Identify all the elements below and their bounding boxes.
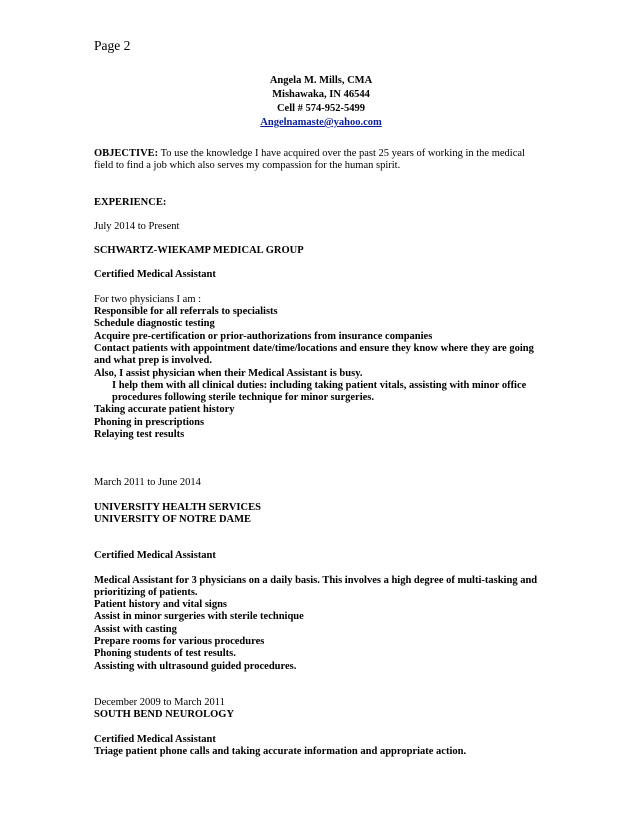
experience-heading: EXPERIENCE: [94,196,167,208]
objective-paragraph [94,148,544,173]
objective-text: To use the knowledge I have acquired over the past 25 years of working in the medical field to find a job which also serves my compassion for the human spirit. [94,148,525,172]
job-employer: UNIVERSITY HEALTH SERVICES [94,501,261,513]
duty-item: Responsible for all referrals to specialists [94,306,278,318]
job-employer: SCHWARTZ-WIEKAMP MEDICAL GROUP [94,245,304,257]
duty-item: Taking accurate patient history [94,404,235,416]
duty-item: Contact patients with appointment date/time/locations and ensure they know where they are going and what prep is involved. [94,342,534,367]
duty-item: Also, I assist physician when their Medical Assistant is busy. [94,367,363,379]
job-employer: UNIVERSITY OF NOTRE DAME [94,513,252,525]
duty-item: Assisting with ultrasound guided procedures. [94,660,297,672]
duty-item: Schedule diagnostic testing [94,318,215,330]
duty-item: Patient history and vital signs [94,599,228,611]
duty-item: Triage patient phone calls and taking accurate information and appropriate action. [94,745,467,757]
job-title: Certified Medical Assistant [94,733,216,745]
candidate-name: Angela M. Mills, CMA [269,75,373,86]
email-link[interactable]: Angelnamaste@yahoo.com [260,117,382,128]
contact-header [0,74,638,130]
duty-item: Phoning in prescriptions [94,416,205,428]
job-employer: SOUTH BEND NEUROLOGY [94,709,235,721]
duty-item: Phoning students of test results. [94,648,236,660]
job-title: Certified Medical Assistant [94,550,216,562]
duty-item: I help them with all clinical duties: including taking patient vitals, assisting with minor office procedures following sterile technique for minor surgeries. [112,379,527,404]
duty-item: Acquire pre-certification or prior-authorizations from insurance companies [94,330,433,342]
job-dates: March 2011 to June 2014 [94,477,201,489]
duty-item: Assist with casting [94,623,177,635]
job-title: Certified Medical Assistant [94,269,216,281]
objective-label: OBJECTIVE: [94,148,159,159]
duty-item: Medical Assistant for 3 physicians on a daily basis. This involves a high degree of multi-tasking and prioritizing of patients. [94,574,538,598]
job-intro: For two physicians I am : [94,293,202,305]
job-dates: December 2009 to March 2011 [94,696,225,708]
candidate-phone: Cell # 574-952-5499 [276,103,366,114]
candidate-city: Mishawaka, IN 46544 [272,89,370,100]
page-number: Page 2 [94,38,131,53]
resume-body [94,148,544,758]
duty-item: Assist in minor surgeries with sterile technique [94,611,304,623]
duty-item: Relaying test results [94,429,185,441]
duty-item: Prepare rooms for various procedures [94,636,265,648]
job-dates: July 2014 to Present [94,220,180,232]
